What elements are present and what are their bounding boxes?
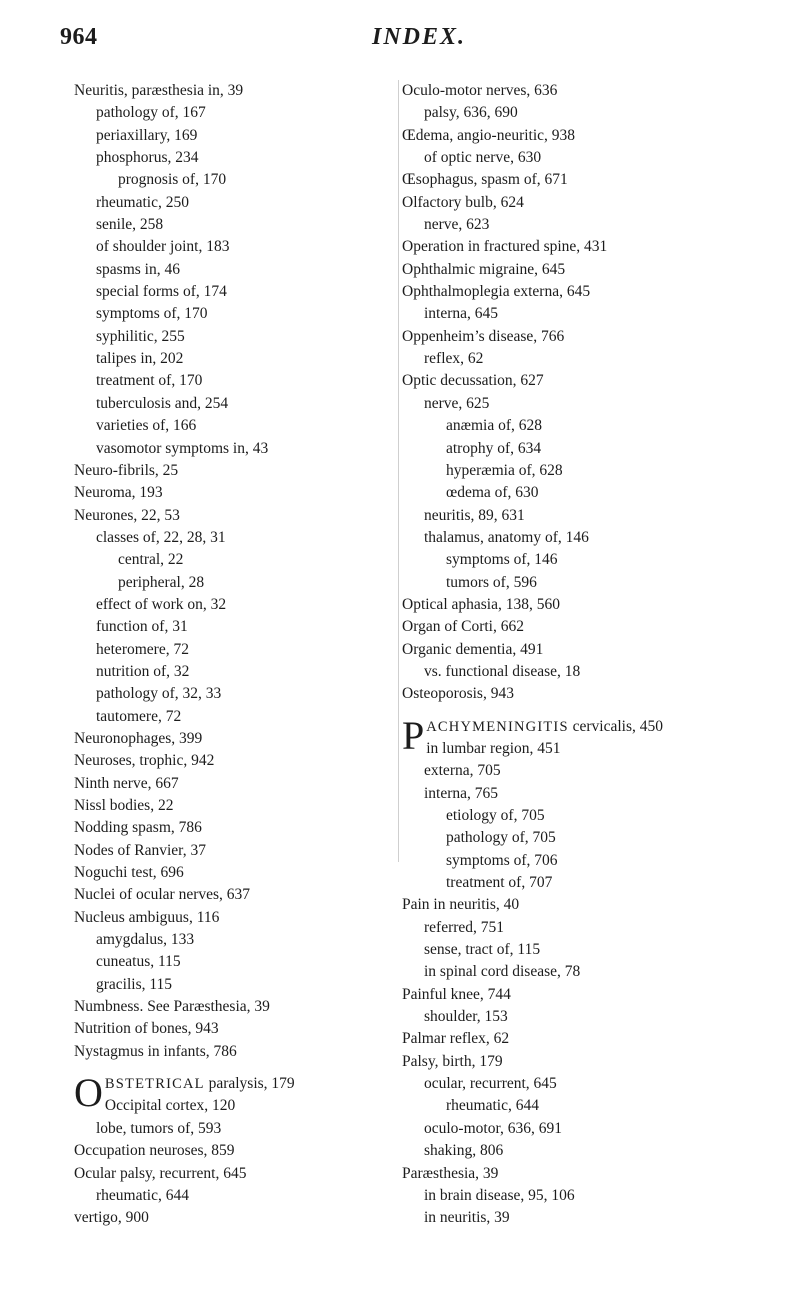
left-column xyxy=(74,80,392,1230)
index-entry: effect of work on, 32 xyxy=(96,595,227,613)
index-entry: tautomere, 72 xyxy=(96,707,182,725)
index-entry: Palsy, birth, 179 xyxy=(402,1052,503,1070)
index-entry: thalamus, anatomy of, 146 xyxy=(424,528,589,546)
index-entry: treatment of, 707 xyxy=(446,874,553,892)
index-entry: œdema of, 630 xyxy=(446,484,539,502)
index-entry: Œdema, angio-neuritic, 938 xyxy=(402,126,576,144)
index-entry: Neurones, 22, 53 xyxy=(74,506,180,524)
index-entry: pathology of, 32, 33 xyxy=(96,685,222,703)
index-entry: sense, tract of, 115 xyxy=(424,941,541,959)
drop-cap: O xyxy=(74,1070,103,1116)
index-entry: Pain in neuritis, 40 xyxy=(402,896,520,914)
entry-text: cervicalis, 450 xyxy=(568,717,663,735)
index-entry: rheumatic, 644 xyxy=(446,1097,539,1115)
index-entry: Neuritis, paræsthesia in, 39 xyxy=(74,82,244,99)
index-entry: classes of, 22, 28, 31 xyxy=(96,528,226,546)
index-entry: lobe, tumors of, 593 xyxy=(96,1119,222,1137)
index-entry: in brain disease, 95, 106 xyxy=(424,1186,575,1204)
index-entry: etiology of, 705 xyxy=(446,807,545,824)
index-entry: externa, 705 xyxy=(424,762,501,780)
index-entry: Nodding spasm, 786 xyxy=(74,819,202,837)
index-entry: nerve, 623 xyxy=(424,216,490,234)
index-entry: shoulder, 153 xyxy=(424,1008,508,1026)
index-entry: in spinal cord disease, 78 xyxy=(424,963,581,981)
index-entry: Nissl bodies, 22 xyxy=(74,797,174,814)
index-entry: ocular, recurrent, 645 xyxy=(424,1075,557,1093)
index-entry: atrophy of, 634 xyxy=(446,439,542,457)
index-entry: anæmia of, 628 xyxy=(446,417,542,435)
index-entry: palsy, 636, 690 xyxy=(424,104,518,122)
index-entry: tuberculosis and, 254 xyxy=(96,394,229,412)
index-entry xyxy=(402,716,792,738)
index-entry: Occipital cortex, 120 xyxy=(104,1097,236,1115)
index-entry: interna, 645 xyxy=(424,305,499,323)
index-entry: referred, 751 xyxy=(424,918,505,936)
index-entry: talipes in, 202 xyxy=(96,350,184,368)
index-entry: Oculo-motor nerves, 636 xyxy=(402,82,558,99)
index-entry: Organ of Corti, 662 xyxy=(402,618,524,636)
index-entry: Operation in fractured spine, 431 xyxy=(402,238,608,256)
index-entry: special forms of, 174 xyxy=(96,283,227,301)
index-entry: amygdalus, 133 xyxy=(96,931,195,949)
index-entry: Oppenheim’s disease, 766 xyxy=(402,327,565,345)
index-entry: reflex, 62 xyxy=(424,350,484,368)
index-entry: of optic nerve, 630 xyxy=(424,149,542,167)
index-entry: Optical aphasia, 138, 560 xyxy=(402,595,560,613)
right-column xyxy=(402,80,792,1230)
index-entry: vasomotor symptoms in, 43 xyxy=(96,439,269,457)
drop-cap: P xyxy=(402,712,425,758)
letter-section-p xyxy=(402,712,792,1230)
index-entry: syphilitic, 255 xyxy=(96,327,185,345)
index-entry: Occupation neuroses, 859 xyxy=(74,1142,235,1160)
index-entry: hyperæmia of, 628 xyxy=(446,461,563,479)
index-entry: Ocular palsy, recurrent, 645 xyxy=(74,1164,247,1182)
small-caps-heading: ACHYMENINGITIS xyxy=(426,718,569,735)
letter-section-o xyxy=(74,1070,392,1229)
index-entry: Optic decussation, 627 xyxy=(402,372,544,390)
index-entry: Nuclei of ocular nerves, 637 xyxy=(74,886,251,904)
index-entry: spasms in, 46 xyxy=(96,260,180,278)
running-head: INDEX. xyxy=(372,24,467,50)
index-entry: Œsophagus, spasm of, 671 xyxy=(402,171,568,189)
index-entry: Osteoporosis, 943 xyxy=(402,685,514,703)
index-entry: in neuritis, 39 xyxy=(424,1209,510,1227)
index-entry: of shoulder joint, 183 xyxy=(96,238,230,256)
index-entry: prognosis of, 170 xyxy=(118,171,227,189)
index-entry: treatment of, 170 xyxy=(96,372,203,390)
index-entry xyxy=(74,1073,392,1095)
column-rule xyxy=(398,80,399,862)
index-entry: vs. functional disease, 18 xyxy=(424,662,581,680)
index-entry: senile, 258 xyxy=(96,216,164,234)
index-entry: gracilis, 115 xyxy=(96,975,173,993)
index-entry: Ophthalmoplegia externa, 645 xyxy=(402,283,591,301)
index-entry: symptoms of, 170 xyxy=(96,305,208,323)
index-entry: Paræsthesia, 39 xyxy=(402,1164,499,1182)
index-entry: Organic dementia, 491 xyxy=(402,640,544,658)
index-entry: central, 22 xyxy=(118,551,184,569)
index-entry: function of, 31 xyxy=(96,618,188,636)
index-entry: Numbness. See Paræsthesia, 39 xyxy=(74,998,270,1016)
index-entry: neuritis, 89, 631 xyxy=(424,506,525,524)
index-entry: shaking, 806 xyxy=(424,1142,504,1160)
index-entry: oculo-motor, 636, 691 xyxy=(424,1119,563,1137)
index-entry: nerve, 625 xyxy=(424,394,490,412)
page-number: 964 xyxy=(60,24,98,50)
index-entry: symptoms of, 706 xyxy=(446,851,558,869)
index-entry: pathology of, 705 xyxy=(446,829,556,847)
index-entry: Noguchi test, 696 xyxy=(74,864,184,882)
index-entry: cuneatus, 115 xyxy=(96,953,181,971)
index-entry: Nodes of Ranvier, 37 xyxy=(74,841,206,859)
index-entry: interna, 765 xyxy=(424,784,499,802)
index-entry: phosphorus, 234 xyxy=(96,149,199,167)
index-entry: rheumatic, 644 xyxy=(96,1186,189,1204)
index-entry: Palmar reflex, 62 xyxy=(402,1030,510,1048)
index-entry: Neuronophages, 399 xyxy=(74,729,203,747)
index-entry: Nystagmus in infants, 786 xyxy=(74,1042,237,1060)
index-entry: peripheral, 28 xyxy=(118,573,205,591)
index-entry: Ninth nerve, 667 xyxy=(74,774,179,792)
index-entry: pathology of, 167 xyxy=(96,104,206,122)
index-entry: in lumbar region, 451 xyxy=(426,739,561,757)
index-entry: symptoms of, 146 xyxy=(446,551,558,569)
small-caps-heading: BSTETRICAL xyxy=(104,1076,205,1093)
index-entry: periaxillary, 169 xyxy=(96,126,198,144)
index-entry: Painful knee, 744 xyxy=(402,985,511,1003)
index-entry: heteromere, 72 xyxy=(96,640,189,658)
index-entry: Olfactory bulb, 624 xyxy=(402,193,524,211)
index-entry: tumors of, 596 xyxy=(446,573,537,591)
entry-text: paralysis, 179 xyxy=(204,1075,295,1093)
index-entry: Ophthalmic migraine, 645 xyxy=(402,260,566,278)
index-entry: Neuro-fibrils, 25 xyxy=(74,461,179,479)
index-entry: Neuroses, trophic, 942 xyxy=(74,752,215,770)
index-entry: nutrition of, 32 xyxy=(96,662,190,680)
index-entry: Nutrition of bones, 943 xyxy=(74,1020,219,1038)
index-entry: Neuroma, 193 xyxy=(74,484,163,502)
index-entry: Nucleus ambiguus, 116 xyxy=(74,908,220,926)
index-entry: rheumatic, 250 xyxy=(96,193,189,211)
index-entry: vertigo, 900 xyxy=(74,1209,149,1227)
index-entry: varieties of, 166 xyxy=(96,417,197,435)
